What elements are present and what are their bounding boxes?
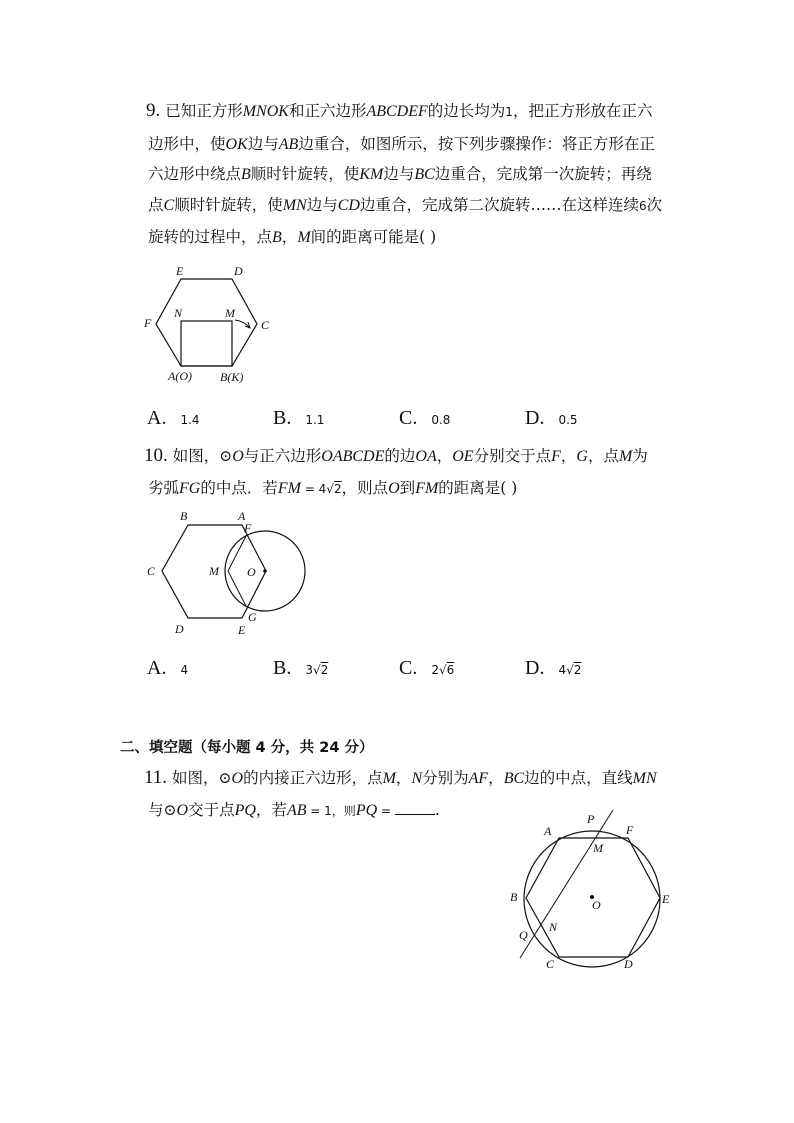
q10-label-C: C — [147, 564, 156, 578]
q11-line-2: 与⊙O交于点PQ，若AB = 1，则PQ = . — [148, 801, 440, 819]
q10-line-1: 10. 如图，⊙O与正六边形OABCDE的边OA，OE分别交于点F，G，点M为 — [144, 445, 648, 466]
q9-option-d[interactable]: D. 0.5 — [525, 407, 578, 429]
q10-line-2: 劣弧FG的中点．若FM = 4√2，则点O到FM的距离是( ) — [148, 479, 518, 497]
section-heading: 二、填空题（每小题 4 分，共 24 分） — [120, 740, 374, 756]
q11-label-P: P — [587, 812, 595, 826]
q9-label-N: N — [174, 306, 183, 320]
q11-number: 11. — [144, 767, 168, 788]
q10-option-b[interactable]: B. 3√2 — [273, 657, 329, 679]
q11-label-O: O — [592, 898, 601, 912]
q9-label-A: A(O) — [168, 369, 192, 383]
answer-blank[interactable] — [395, 802, 435, 815]
q9-option-c[interactable]: C. 0.8 — [399, 407, 451, 429]
q11-label-Q: Q — [519, 928, 528, 942]
q11-label-A: A — [544, 824, 552, 838]
q11-label-D: D — [624, 957, 633, 970]
q10-segment-FM — [228, 536, 246, 571]
q11-label-C: C — [546, 957, 555, 970]
q9-line-1: 9. 已知正方形MNOK和正六边形ABCDEF的边长均为1，把正方形放在正六 — [146, 100, 653, 121]
q11-label-F: F — [626, 823, 634, 837]
q9-hexagon — [156, 279, 257, 366]
q10-option-d[interactable]: D. 4√2 — [525, 657, 582, 679]
q9-label-F: F — [144, 316, 152, 330]
q9-line-2: 边形中，使OK边与AB边重合，如图所示，按下列步骤操作：将正方形在正 — [148, 135, 655, 153]
q10-option-a[interactable]: A. 4 — [147, 657, 189, 679]
q9-label-D: D — [234, 264, 243, 278]
q10-option-c[interactable]: C. 2√6 — [399, 657, 455, 679]
circle-symbol: ⊙ — [219, 447, 233, 465]
q10-center-dot — [263, 569, 267, 573]
q9-label-E: E — [176, 264, 184, 278]
q9-label-B: B(K) — [220, 370, 244, 384]
q9-option-a[interactable]: A. 1.4 — [147, 407, 200, 429]
q10-label-A: A — [238, 509, 246, 523]
q11-label-M: M — [593, 841, 603, 855]
q9-option-b[interactable]: B. 1.1 — [273, 407, 325, 429]
q9-label-M: M — [225, 306, 235, 320]
circle-symbol: ⊙ — [218, 769, 232, 787]
q9-label-C: C — [261, 318, 270, 332]
q10-label-F: F — [244, 521, 252, 535]
q9-line-5: 旋转的过程中，点B，M间的距离可能是( ) — [148, 228, 437, 246]
q10-segment-MG — [228, 571, 246, 606]
q10-label-D: D — [175, 622, 184, 636]
q10-label-O: O — [247, 565, 256, 579]
q9-line-4: 点C顺时针旋转，使MN边与CD边重合，完成第二次旋转……在这样连续6次 — [148, 196, 663, 214]
q10-number: 10. — [144, 445, 168, 466]
q10-hexagon-circle-figure — [140, 505, 310, 637]
q9-number: 9. — [146, 100, 161, 121]
q10-label-E: E — [238, 623, 246, 637]
q9-square — [181, 321, 232, 366]
q10-label-G: G — [248, 610, 257, 624]
q9-line-3: 六边形中绕点B顺时针旋转，使KM边与BC边重合，完成第一次旋转；再绕 — [148, 165, 652, 183]
q9-hexagon-square-figure — [140, 262, 280, 386]
q11-label-B: B — [510, 890, 518, 904]
q10-label-M: M — [209, 564, 219, 578]
circle-symbol: ⊙ — [163, 801, 177, 819]
q10-label-B: B — [180, 509, 188, 523]
q11-label-N: N — [549, 920, 558, 934]
q11-label-E: E — [662, 892, 670, 906]
q11-circle-hexagon-figure — [500, 805, 680, 970]
q11-line-1: 11. 如图，⊙O的内接正六边形，点M，N分别为AF，BC边的中点，直线MN — [144, 767, 657, 788]
